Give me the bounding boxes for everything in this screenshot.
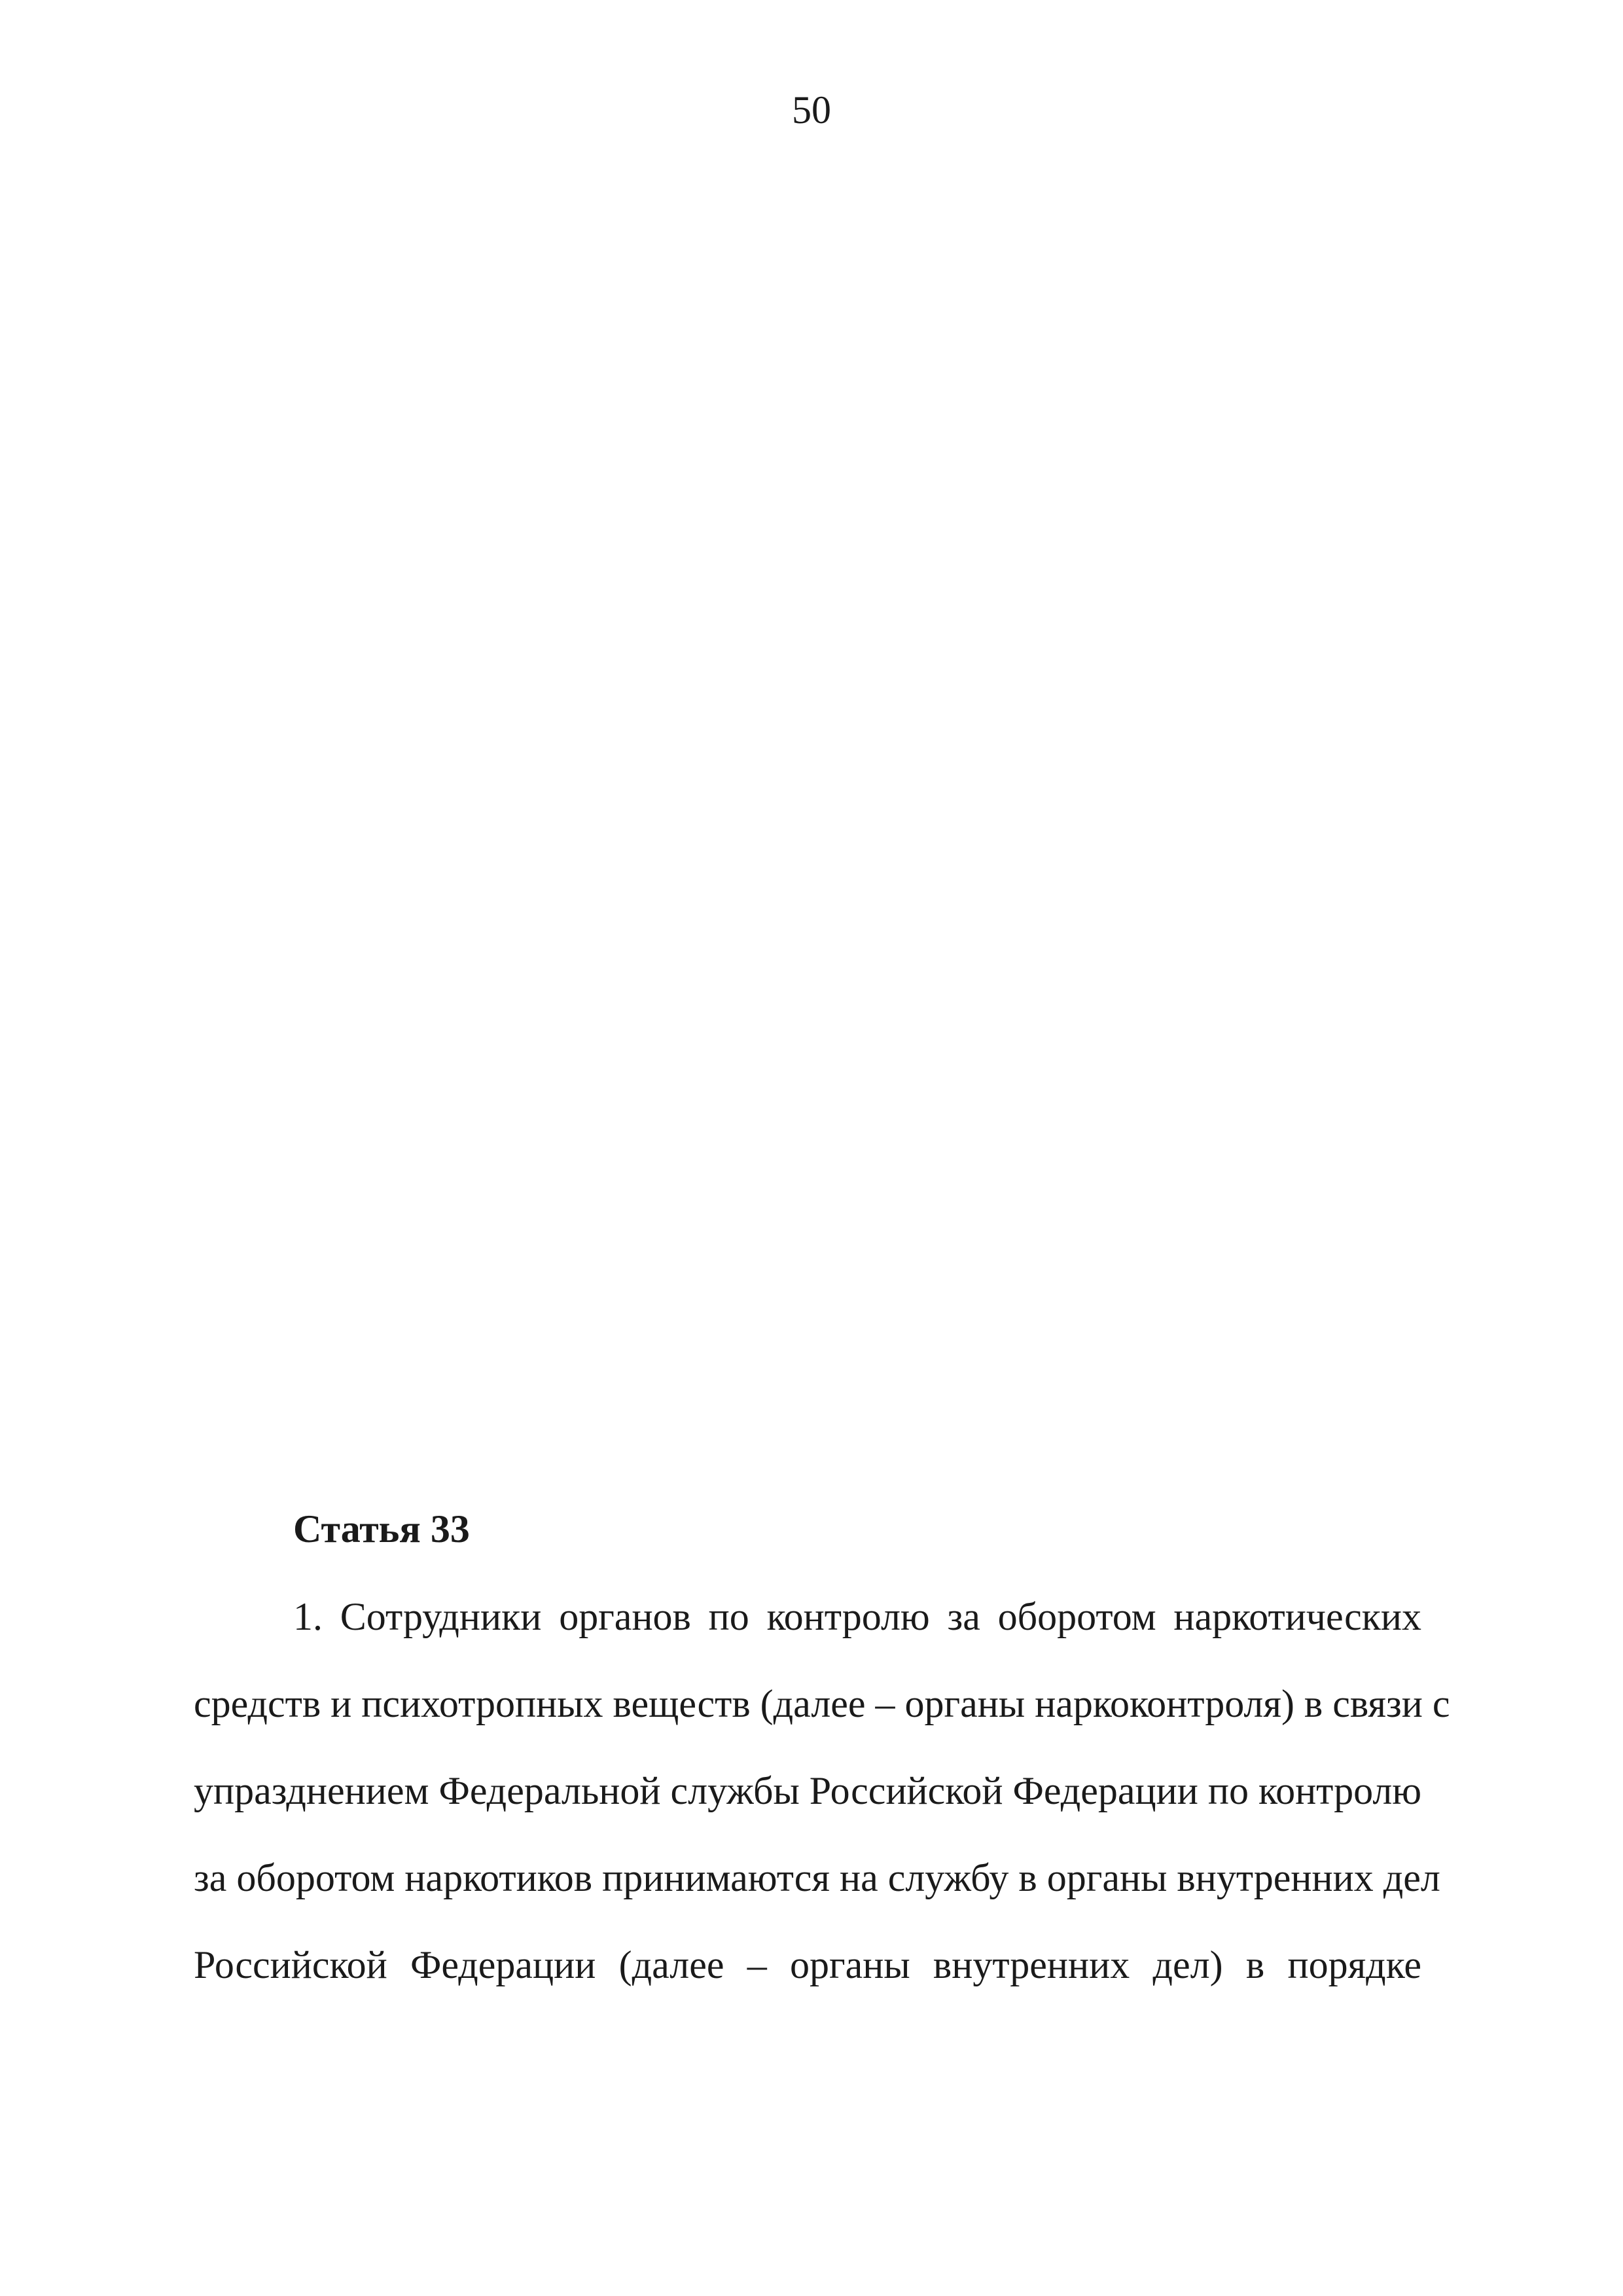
paragraph-line: средств и психотропных веществ (далее – органы наркоконтроля) в связи с	[194, 1682, 1450, 1725]
paragraph-line: упразднением Федеральной службы Российской Федерации по контролю	[194, 1769, 1422, 1812]
page-number: 50	[792, 88, 831, 132]
paragraph-line: за оборотом наркотиков принимаются на службу в органы внутренних дел	[194, 1856, 1440, 1899]
article-heading: Статья 33	[293, 1507, 470, 1551]
paragraph-line: 1. Сотрудники органов по контролю за оборотом наркотических	[293, 1595, 1421, 1638]
paragraph-line: Российской Федерации (далее – органы внутренних дел) в порядке	[194, 1943, 1421, 1986]
